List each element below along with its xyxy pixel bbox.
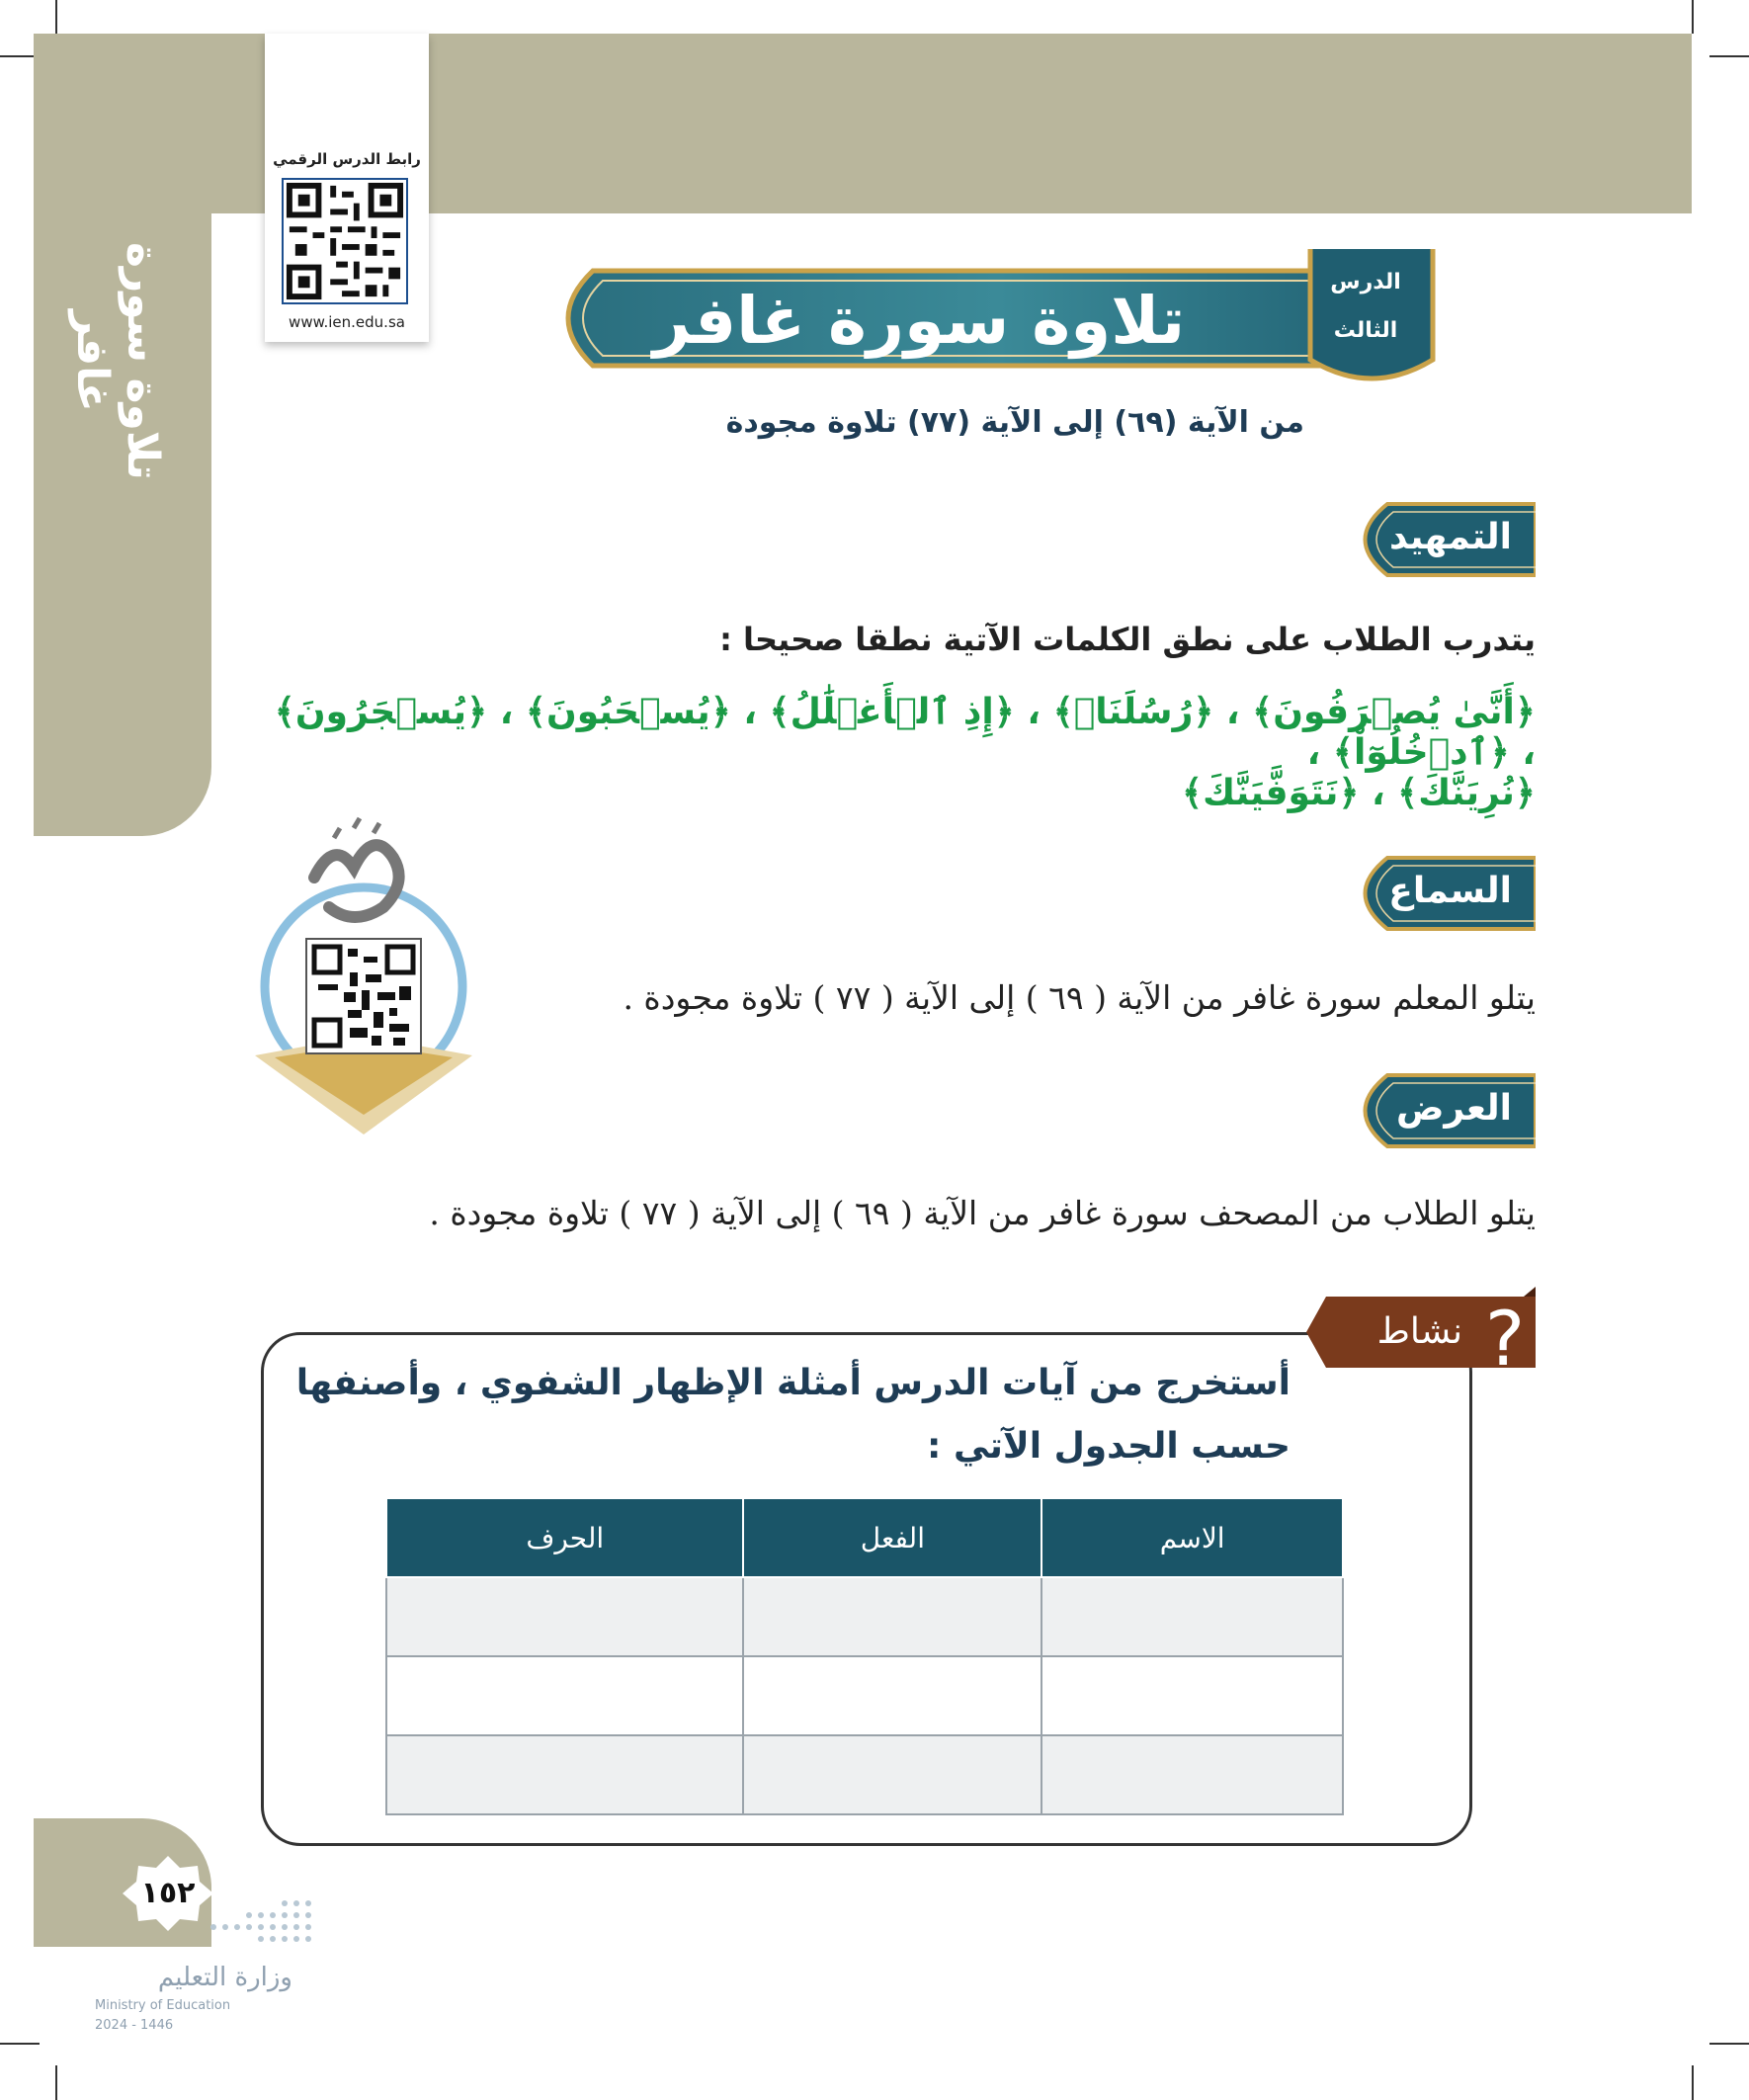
quran-words-line2: ﴿نُرِيَنَّكَ﴾ ، ﴿نَتَوَفَّيَنَّكَ﴾ — [1181, 773, 1536, 813]
listen-heading: السماع — [1388, 871, 1512, 911]
present-text: يتلو الطلاب من المصحف سورة غافر من الآية ( ٦٩ ) إلى الآية ( ٧٧ ) تلاوة مجودة . — [429, 1194, 1536, 1232]
quran-words-line1: ﴿أَنَّىٰ يُصۡرَفُونَ﴾ ، ﴿رُسُلَنَاۖ﴾ ، ﴿إِذِ ٱلۡأَغۡلَٰلُ﴾ ، ﴿يُسۡحَبُونَ﴾ ، ﴿يُسۡجَرُونَ﴾ ، ﴿ٱدۡخُلُوٓاْ﴾ ، — [274, 692, 1536, 773]
table-header-noun: الاسم — [1041, 1498, 1343, 1577]
table-cell[interactable] — [1041, 1656, 1343, 1735]
ministry-year: 2024 - 1446 — [95, 2018, 174, 2033]
table-cell[interactable] — [1041, 1577, 1343, 1656]
qr-card-url[interactable]: www.ien.edu.sa — [289, 313, 405, 331]
table-cell[interactable] — [386, 1735, 743, 1814]
table-cell[interactable] — [743, 1577, 1041, 1656]
table-header-verb: الفعل — [743, 1498, 1041, 1577]
lesson-subtitle: من الآية (٦٩) إلى الآية (٧٧) تلاوة مجودة — [725, 405, 1304, 440]
table-cell[interactable] — [386, 1656, 743, 1735]
table-row — [386, 1735, 1343, 1814]
intro-heading: التمهيد — [1389, 517, 1512, 557]
page-number: ١٥٢ — [140, 1876, 196, 1910]
table-cell[interactable] — [386, 1577, 743, 1656]
lesson-label-line2: الثالث — [1333, 318, 1398, 343]
question-mark-icon: ? — [1484, 1295, 1526, 1383]
intro-instruction: يتدرب الطلاب على نطق الكلمات الآتية نطقا صحيحا : — [719, 621, 1536, 658]
ministry-dots-logo — [204, 1897, 322, 1947]
table-row — [386, 1577, 1343, 1656]
table-cell[interactable] — [743, 1656, 1041, 1735]
side-lesson-title: تلاوة سورة غافر — [67, 241, 168, 480]
table-header-particle: الحرف — [386, 1498, 743, 1577]
table-cell[interactable] — [1041, 1735, 1343, 1814]
recite-logo-qr[interactable] — [235, 798, 492, 1154]
present-heading: العرض — [1396, 1088, 1512, 1129]
listen-text: يتلو المعلم سورة غافر من الآية ( ٦٩ ) إلى الآية ( ٧٧ ) تلاوة مجودة . — [623, 978, 1536, 1017]
ministry-name-en: Ministry of Education — [95, 1998, 231, 2013]
classification-table — [385, 1497, 1344, 1815]
qr-code-icon[interactable] — [282, 178, 408, 304]
table-row — [386, 1656, 1343, 1735]
table-header-row — [386, 1498, 1343, 1577]
digital-lesson-qr-card[interactable] — [265, 34, 429, 342]
activity-instruction: أستخرج من آيات الدرس أمثلة الإظهار الشفوي ، وأصنفها حسب الجدول الآتي : — [295, 1363, 1291, 1467]
lesson-title: تلاوة سورة غافر — [652, 283, 1186, 359]
activity-label: نشاط — [1376, 1311, 1462, 1352]
qr-card-label: رابط الدرس الرقمي — [273, 150, 421, 168]
lesson-label-line1: الدرس — [1330, 270, 1401, 294]
table-cell[interactable] — [743, 1735, 1041, 1814]
ministry-name-ar: وزارة التعليم — [157, 1963, 292, 1992]
